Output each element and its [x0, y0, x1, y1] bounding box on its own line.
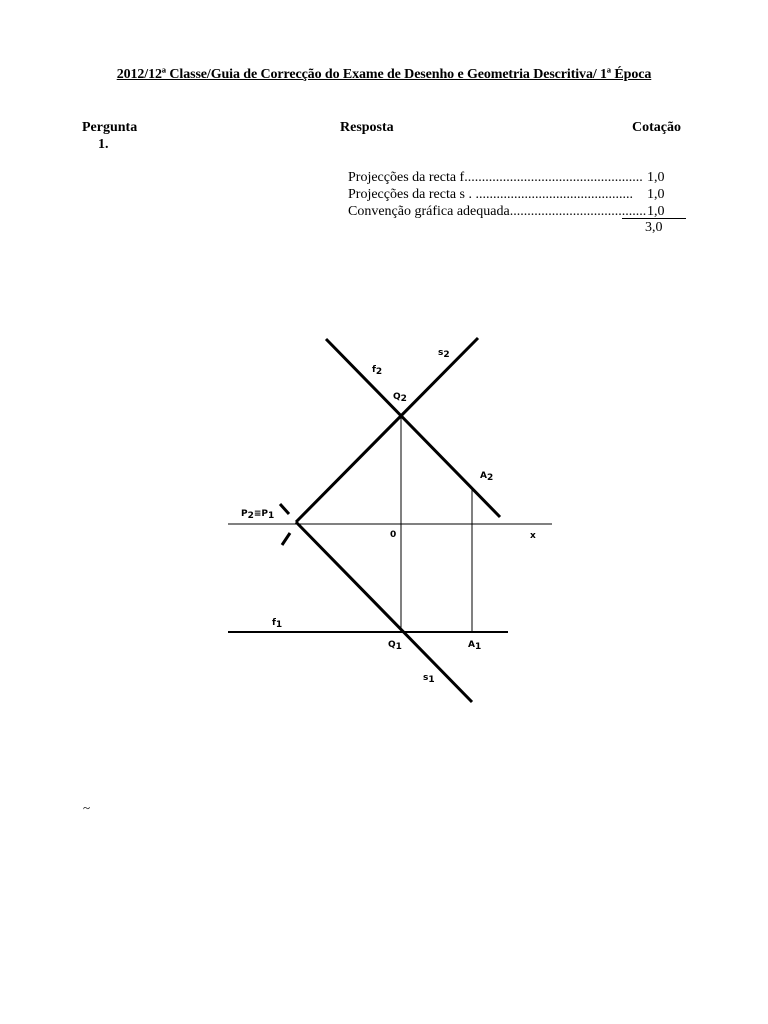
label-x: x: [530, 531, 536, 541]
total-score: 3,0: [645, 220, 663, 235]
label-s2: s2: [438, 348, 450, 360]
s2-line: [296, 338, 478, 522]
score-line-description: Convenção gráfica adequada.......................................: [348, 204, 647, 219]
label-q2: Q2: [393, 392, 407, 404]
score-line-description: Projecções da recta s . .............................................: [348, 187, 633, 202]
column-header-pergunta: Pergunta: [82, 120, 138, 135]
label-s1: s1: [423, 673, 435, 685]
convention-mark: [282, 533, 290, 545]
score-line-value: 1,0: [647, 170, 665, 185]
column-header-cotacao: Cotação: [632, 120, 681, 135]
label-f1: f1: [272, 618, 283, 630]
label-a1: A1: [468, 640, 482, 652]
label-a2: A2: [480, 471, 494, 483]
score-line-description: Projecções da recta f...................................................: [348, 170, 643, 185]
label-q1: Q1: [388, 640, 402, 652]
score-line-value: 1,0: [647, 204, 665, 219]
column-header-resposta: Resposta: [340, 120, 394, 135]
question-number: 1.: [98, 137, 109, 152]
page-title: 2012/12ª Classe/Guia de Correcção do Exame de Desenho e Geometria Descritiva/ 1ª Época: [116, 67, 652, 82]
label-zero: 0: [390, 530, 397, 540]
convention-mark: [280, 504, 289, 514]
f2-line: [326, 339, 500, 517]
s1-line: [296, 522, 472, 702]
label-f2: f2: [372, 365, 383, 377]
label-p2-p1: P2≡P1: [241, 509, 275, 521]
footer-mark: ~: [83, 800, 91, 815]
score-line-value: 1,0: [647, 187, 665, 202]
